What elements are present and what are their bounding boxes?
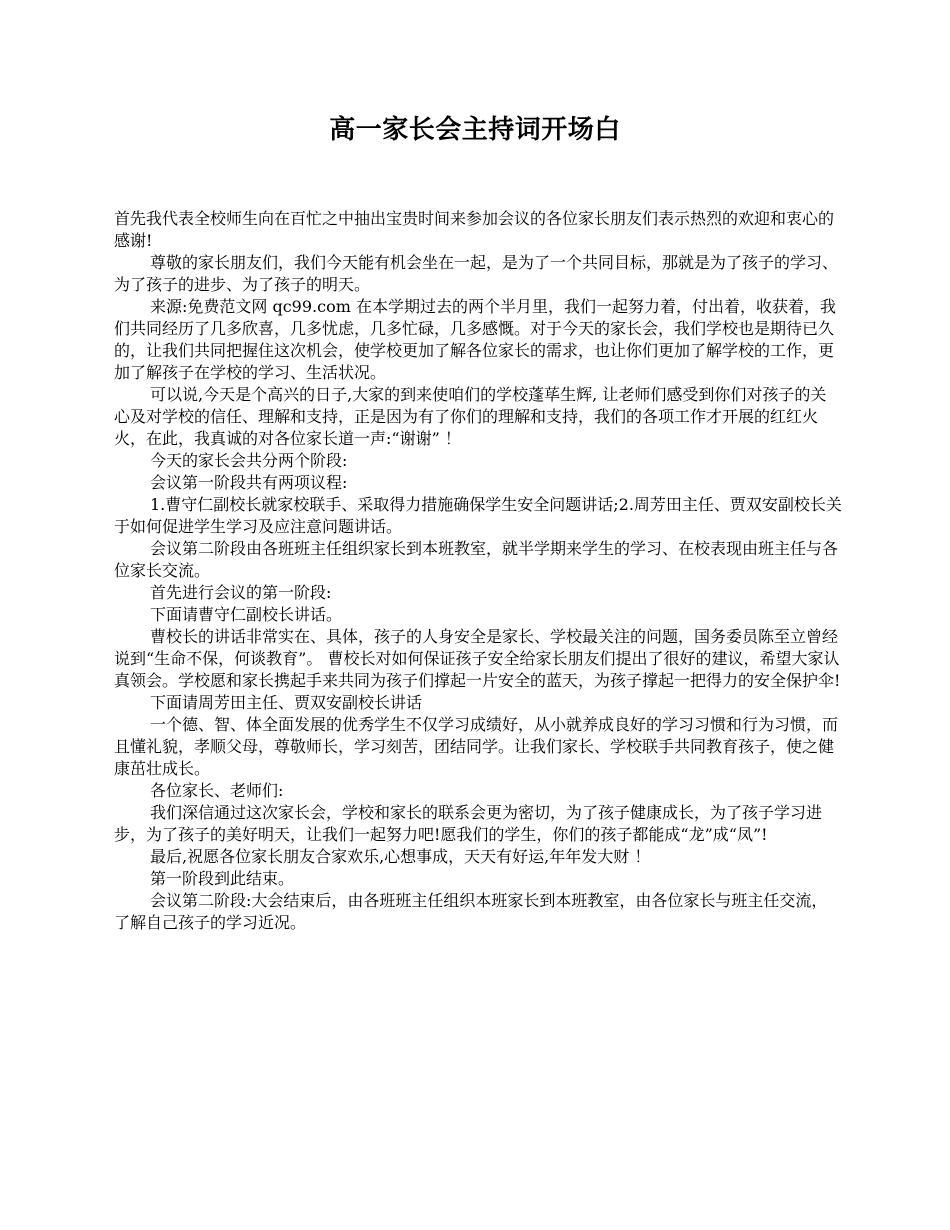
paragraph: 下面请曹守仁副校长讲话。	[150, 605, 343, 624]
paragraph: 可以说,今天是个高兴的日子,大家的到来使咱们的学校蓬荜生辉, 让老师们感受到你们对孩子的关心及对学校的信任、理解和支持，正是因为有了你们的理解和支持，我们的各项工作才开展的红红火火，在此，我真诚的对各位家长道一声:“谢谢” ！	[114, 385, 827, 448]
paragraph: 我们深信通过这次家长会，学校和家长的联系会更为密切，为了孩子健康成长，为了孩子学习进步，为了孩子的美好明天，让我们一起努力吧!愿我们的学生，你们的孩子都能成“龙”成“凤”!	[114, 803, 823, 844]
paragraph: 1.曹守仁副校长就家校联手、采取得力措施确保学生安全问题讲话;2.周芳田主任、贾双安副校长关于如何促进学生学习及应注意问题讲话。	[114, 495, 842, 536]
paragraph: 下面请周芳田主任、贾双安副校长讲话	[150, 693, 423, 712]
document-title: 高一家长会主持词开场白	[329, 115, 621, 145]
paragraph: 一个德、智、体全面发展的优秀学生不仅学习成绩好，从小就养成良好的学习习惯和行为习惯，而且懂礼貌，孝顺父母，尊敬师长，学习刻苦，团结同学。让我们家长、学校联手共同教育孩子，使之健康茁壮成长。	[114, 715, 839, 778]
paragraph: 尊敬的家长朋友们，我们今天能有机会坐在一起，是为了一个共同目标，那就是为了孩子的学习、为了孩子的进步、为了孩子的明天。	[114, 253, 839, 294]
paragraph: 会议第一阶段共有两项议程:	[150, 473, 348, 492]
document-body	[114, 208, 842, 934]
paragraph: 今天的家长会共分两个阶段:	[150, 451, 348, 470]
paragraph: 第一阶段到此结束。	[150, 869, 295, 888]
paragraph: 会议第二阶段由各班班主任组织家长到本班教室，就半学期来学生的学习、在校表现由班主任与各位家长交流。	[114, 539, 839, 580]
paragraph: 首先进行会议的第一阶段:	[150, 583, 332, 602]
paragraph: 最后,祝愿各位家长朋友合家欢乐,心想事成，天天有好运,年年发大财 ！	[150, 847, 651, 866]
paragraph: 来源:免费范文网 qc99.com 在本学期过去的两个半月里，我们一起努力着，付出着，收获着，我们共同经历了几多欣喜，几多忧虑，几多忙碌，几多感慨。对于今天的家长会，我们学校也是期待已久的，让我们共同把握住这次机会，使学校更加了解各位家长的需求，也让你们更加了解学校的工作，更加了解孩子在学校的学习、生活状况。	[114, 297, 836, 382]
paragraph: 首先我代表全校师生向在百忙之中抽出宝贵时间来参加会议的各位家长朋友们表示热烈的欢迎和衷心的感谢!	[114, 209, 835, 250]
paragraph: 各位家长、老师们:	[150, 781, 284, 800]
paragraph: 会议第二阶段:大会结束后，由各班班主任组织本班家长到本班教室，由各位家长与班主任交流，了解自己孩子的学习近况。	[114, 891, 828, 932]
paragraph: 曹校长的讲话非常实在、具体，孩子的人身安全是家长、学校最关注的问题，国务委员陈至立曾经说到“生命不保，何谈教育”。 曹校长对如何保证孩子安全给家长朋友们提出了很好的建议，希望大家认真领会。学校愿和家长携起手来共同为孩子们撑起一片安全的蓝天，为孩子撑起一把得力的安全保护伞!	[114, 627, 841, 690]
